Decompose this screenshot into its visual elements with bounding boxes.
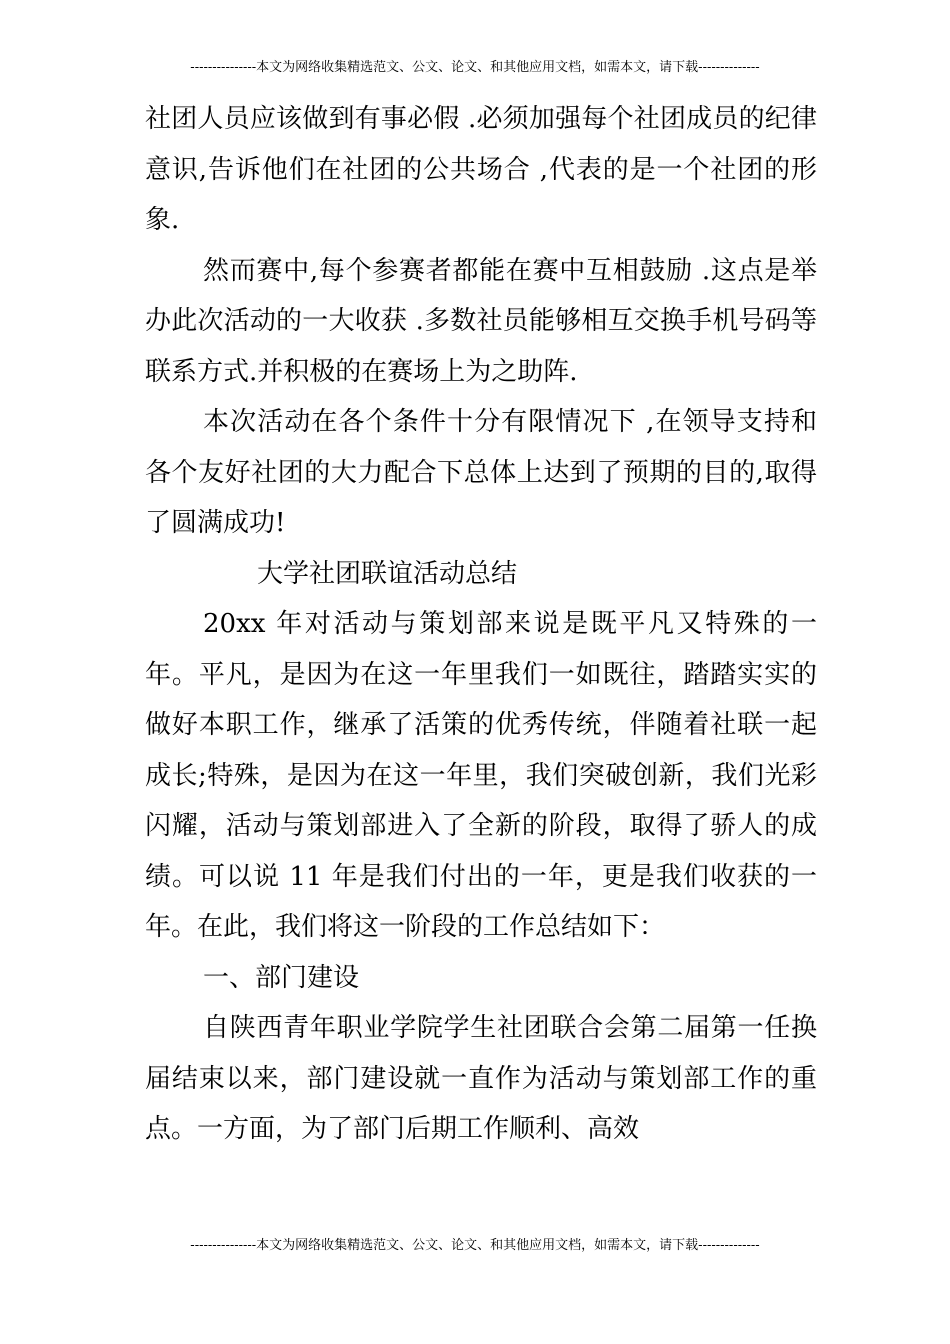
paragraph-competition-encouragement: 然而赛中,每个参赛者都能在赛中互相鼓励 .这点是举办此次活动的一大收获 .多数社员能够相互交换手机号码等联系方式.并积极的在赛场上为之助阵. xyxy=(145,255,817,387)
document-body xyxy=(145,94,817,1155)
heading-department-building: 一、部门建设 xyxy=(203,962,360,993)
paragraph-year-summary: 20xx 年对活动与策划部来说是既平凡又特殊的一年。平凡，是因为在这一年里我们一如既往，踏踏实实的做好本职工作，继承了活策的优秀传统，伴随着社联一起成长;特殊，是因为在这一年里，我们突破创新，我们光彩闪耀，活动与策划部进入了全新的阶段，取得了骄人的成绩。可以说 11 年是我们付出的一年，更是我们收获的一年。在此，我们将这一阶段的工作总结如下： xyxy=(145,609,817,942)
footer-banner: ---------------本文为网络收集精选范文、公文、论文、和其他应用文档，如需本文，请下载-------------- xyxy=(190,1238,760,1253)
paragraph-membership-discipline: 社团人员应该做到有事必假 .必须加强每个社团成员的纪律意识,告诉他们在社团的公共场合 ,代表的是一个社团的形象. xyxy=(145,104,817,235)
section-title: 大学社团联谊活动总结 xyxy=(257,558,518,589)
paragraph-department-building: 自陕西青年职业学院学生社团联合会第二届第一任换届结束以来，部门建设就一直作为活动与策划部工作的重点。一方面，为了部门后期工作顺利、高效 xyxy=(145,1013,817,1144)
paragraph-activity-success: 本次活动在各个条件十分有限情况下 ,在领导支持和各个友好社团的大力配合下总体上达到了预期的目的,取得了圆满成功! xyxy=(145,407,817,538)
header-banner: ---------------本文为网络收集精选范文、公文、论文、和其他应用文档，如需本文，请下载-------------- xyxy=(190,60,760,75)
